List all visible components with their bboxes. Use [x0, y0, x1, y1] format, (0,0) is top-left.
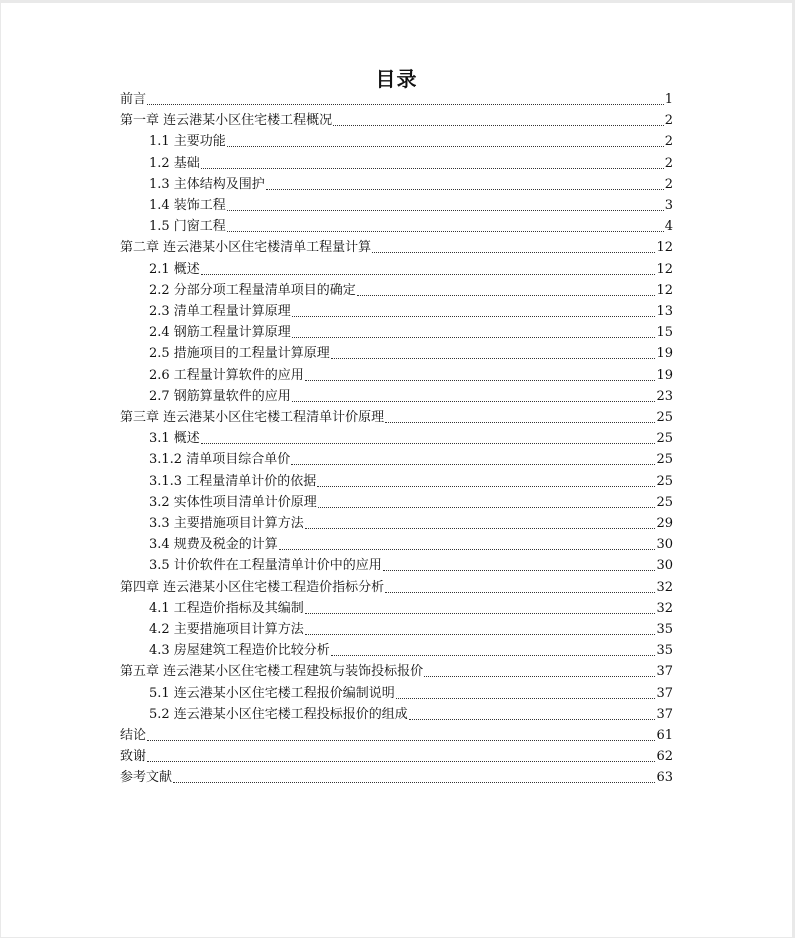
toc-entry-label: 2.6 工程量计算软件的应用 [149, 367, 304, 383]
toc-entry-label: 2.5 措施项目的工程量计算原理 [149, 346, 330, 362]
toc-entry[interactable] [120, 91, 673, 109]
toc-entry-label: 2.2 分部分项工程量清单项目的确定 [149, 282, 356, 298]
toc-entry-label: 1.4 装饰工程 [149, 198, 226, 213]
toc-title: 目录 [375, 67, 418, 91]
dot-leader [305, 380, 656, 381]
dot-leader [173, 782, 655, 783]
toc-entry-label: 3.3 主要措施项目计算方法 [149, 516, 304, 531]
toc-entry[interactable] [120, 112, 673, 130]
toc-entry[interactable] [149, 388, 673, 406]
dot-leader [279, 549, 656, 550]
toc-entry-label: 2.7 钢筋算量软件的应用 [149, 388, 291, 404]
dot-leader [305, 634, 656, 635]
toc-entry[interactable] [149, 282, 673, 300]
toc-entry-label: 3.5 计价软件在工程量清单计价中的应用 [149, 558, 382, 574]
toc-entry-label: 第一章 连云港某小区住宅楼工程概况 [120, 113, 333, 129]
dot-leader [385, 592, 655, 593]
dot-leader [292, 401, 656, 402]
toc-page-number: 37 [656, 706, 673, 722]
dot-leader [409, 719, 656, 720]
toc-entry[interactable] [149, 133, 673, 151]
toc-page-number: 19 [656, 346, 673, 362]
toc-entry-label: 3.2 实体性项目清单计价原理 [149, 494, 317, 510]
toc-page-number: 1 [664, 92, 673, 107]
toc-entry-label: 3.1.3 工程量清单计价的依据 [149, 473, 317, 489]
toc-page-number: 2 [664, 113, 673, 129]
dot-leader [383, 570, 656, 571]
toc-entry-label: 2.3 清单工程量计算原理 [149, 304, 291, 319]
toc-page-number: 25 [656, 431, 673, 447]
dot-leader [305, 528, 656, 529]
toc-entry[interactable] [149, 515, 673, 533]
toc-page-number: 25 [656, 452, 673, 468]
toc-page-number: 29 [656, 516, 673, 531]
toc-entry-label: 4.1 工程造价指标及其编制 [149, 600, 304, 616]
dot-leader [396, 698, 656, 699]
toc-entry[interactable] [149, 685, 673, 703]
dot-leader [292, 316, 656, 317]
toc-page-number: 32 [656, 600, 673, 616]
toc-entry-label: 参考文献 [120, 770, 173, 786]
dot-leader [227, 146, 664, 147]
toc-entry[interactable] [120, 748, 673, 766]
toc-page-number: 32 [656, 579, 673, 595]
toc-page-number: 12 [656, 240, 673, 256]
dot-leader [385, 422, 655, 423]
toc-page-number: 2 [664, 155, 673, 171]
dot-leader [331, 358, 656, 359]
toc-entry-label: 致谢 [120, 749, 147, 765]
toc-entry[interactable] [149, 473, 673, 491]
toc-entry[interactable] [120, 579, 673, 597]
dot-leader [305, 613, 656, 614]
toc-entry[interactable] [149, 536, 673, 554]
dot-leader [147, 104, 664, 105]
toc-page-number: 3 [664, 198, 673, 213]
dot-leader [266, 189, 664, 190]
toc-entry[interactable] [149, 494, 673, 512]
toc-entry[interactable] [149, 303, 673, 321]
toc-entry[interactable] [149, 324, 673, 342]
toc-entry-label: 前言 [120, 92, 147, 107]
toc-page-number: 12 [656, 282, 673, 298]
toc-entry[interactable] [120, 727, 673, 745]
toc-page-number: 25 [656, 473, 673, 489]
toc-page-number: 15 [656, 325, 673, 341]
toc-entry-label: 第四章 连云港某小区住宅楼工程造价指标分析 [120, 579, 385, 595]
toc-entry[interactable] [149, 218, 673, 236]
toc-page-number: 35 [656, 622, 673, 637]
dot-leader [331, 655, 656, 656]
toc-page-number: 30 [656, 537, 673, 553]
toc-entry-label: 4.3 房屋建筑工程造价比较分析 [149, 643, 330, 659]
toc-entry[interactable] [120, 239, 673, 257]
toc-entry-label: 第五章 连云港某小区住宅楼工程建筑与装饰投标报价 [120, 664, 424, 680]
toc-page-number: 30 [656, 558, 673, 574]
toc-page-number: 25 [656, 410, 673, 425]
toc-entry-label: 3.1.2 清单项目综合单价 [149, 452, 291, 468]
dot-leader [227, 231, 664, 232]
toc-page-number: 4 [664, 219, 673, 235]
toc-entry-label: 5.1 连云港某小区住宅楼工程报价编制说明 [149, 685, 395, 701]
toc-page-number: 37 [656, 664, 673, 680]
toc-entry[interactable] [120, 663, 673, 681]
toc-page-number: 2 [664, 134, 673, 150]
toc-entry[interactable] [149, 430, 673, 448]
toc-entry[interactable] [120, 409, 673, 427]
dot-leader [292, 337, 656, 338]
toc-entry[interactable] [149, 706, 673, 724]
dot-leader [317, 486, 655, 487]
toc-entry-label: 4.2 主要措施项目计算方法 [149, 622, 304, 637]
dot-leader [372, 252, 655, 253]
toc-entry-label: 第二章 连云港某小区住宅楼清单工程量计算 [120, 240, 372, 256]
toc-page-number: 12 [656, 261, 673, 277]
toc-page-number: 23 [656, 388, 673, 404]
dot-leader [333, 125, 664, 126]
toc-entry[interactable] [149, 367, 673, 385]
toc-entry-label: 2.4 钢筋工程量计算原理 [149, 325, 291, 341]
toc-page-number: 61 [656, 728, 673, 743]
dot-leader [318, 507, 656, 508]
dot-leader [291, 464, 655, 465]
toc-entry-label: 结论 [120, 728, 147, 743]
toc-entry[interactable] [149, 642, 673, 660]
toc-entry[interactable] [149, 557, 673, 575]
toc-entry-label: 3.1 概述 [149, 431, 200, 447]
toc-entry-label: 1.1 主要功能 [149, 134, 226, 150]
dot-leader [227, 210, 664, 211]
toc-page-number: 19 [656, 367, 673, 383]
toc-entry[interactable] [149, 451, 673, 469]
toc-page-number: 35 [656, 643, 673, 659]
toc-page-number: 63 [656, 770, 673, 786]
toc-entry[interactable] [149, 345, 673, 363]
toc-entry-label: 3.4 规费及税金的计算 [149, 537, 278, 553]
toc-page-number: 37 [656, 685, 673, 701]
dot-leader [424, 676, 655, 677]
toc-page-number: 62 [656, 749, 673, 765]
toc-entry[interactable] [149, 197, 673, 215]
toc-entry-label: 第三章 连云港某小区住宅楼工程清单计价原理 [120, 410, 385, 425]
toc-page-number: 25 [656, 494, 673, 510]
toc-entry[interactable] [149, 261, 673, 279]
toc-entry[interactable] [149, 155, 673, 173]
toc-entry[interactable] [149, 621, 673, 639]
toc-page-number: 13 [656, 304, 673, 319]
dot-leader [147, 761, 655, 762]
toc-entry-label: 1.5 门窗工程 [149, 219, 226, 235]
toc-entry-label: 1.3 主体结构及围护 [149, 176, 265, 192]
toc-entry-label: 5.2 连云港某小区住宅楼工程投标报价的组成 [149, 706, 408, 722]
toc-entry-label: 2.1 概述 [149, 261, 200, 277]
toc-entry[interactable] [149, 176, 673, 194]
toc-page-number: 2 [664, 176, 673, 192]
dot-leader [201, 168, 664, 169]
toc-entry[interactable] [120, 769, 673, 787]
dot-leader [357, 295, 656, 296]
dot-leader [147, 740, 655, 741]
toc-entry-label: 1.2 基础 [149, 155, 200, 171]
dot-leader [201, 274, 656, 275]
dot-leader [201, 443, 656, 444]
toc-entry[interactable] [149, 600, 673, 618]
document-page [1, 3, 792, 937]
